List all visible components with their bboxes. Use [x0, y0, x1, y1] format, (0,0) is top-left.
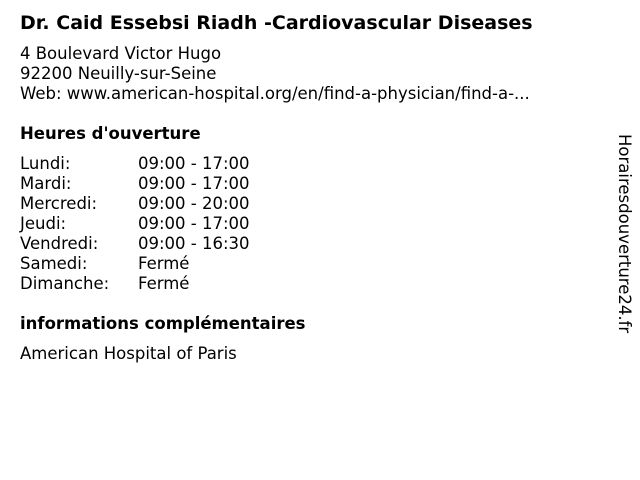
address-block [20, 44, 530, 104]
site-watermark [612, 134, 634, 344]
day-label: Mardi: [20, 174, 72, 193]
time-value: Fermé [138, 274, 190, 293]
address-street: 4 Boulevard Victor Hugo [20, 44, 222, 63]
day-label: Jeudi: [20, 214, 67, 233]
time-value: 09:00 - 17:00 [138, 154, 250, 173]
additional-info-text: American Hospital of Paris [20, 344, 237, 363]
time-value: 09:00 - 20:00 [138, 194, 250, 213]
additional-info-heading: informations complémentaires [20, 314, 306, 333]
time-value: Fermé [138, 254, 190, 273]
day-label: Mercredi: [20, 194, 98, 213]
time-value: 09:00 - 16:30 [138, 234, 250, 253]
day-label: Vendredi: [20, 234, 99, 253]
website-link[interactable]: Web: www.american-hospital.org/en/find-a-physician/find-a-... [20, 84, 530, 103]
time-value: 09:00 - 17:00 [138, 214, 250, 233]
day-label: Lundi: [20, 154, 71, 173]
day-label: Dimanche: [20, 274, 110, 293]
time-value: 09:00 - 17:00 [138, 174, 250, 193]
watermark-text: Horairesdouverture24.fr [615, 134, 634, 334]
address-city: 92200 Neuilly-sur-Seine [20, 64, 217, 83]
page-title: Dr. Caid Essebsi Riadh -Cardiovascular Diseases [20, 12, 533, 34]
opening-hours-heading: Heures d'ouverture [20, 124, 201, 143]
day-label: Samedi: [20, 254, 88, 273]
